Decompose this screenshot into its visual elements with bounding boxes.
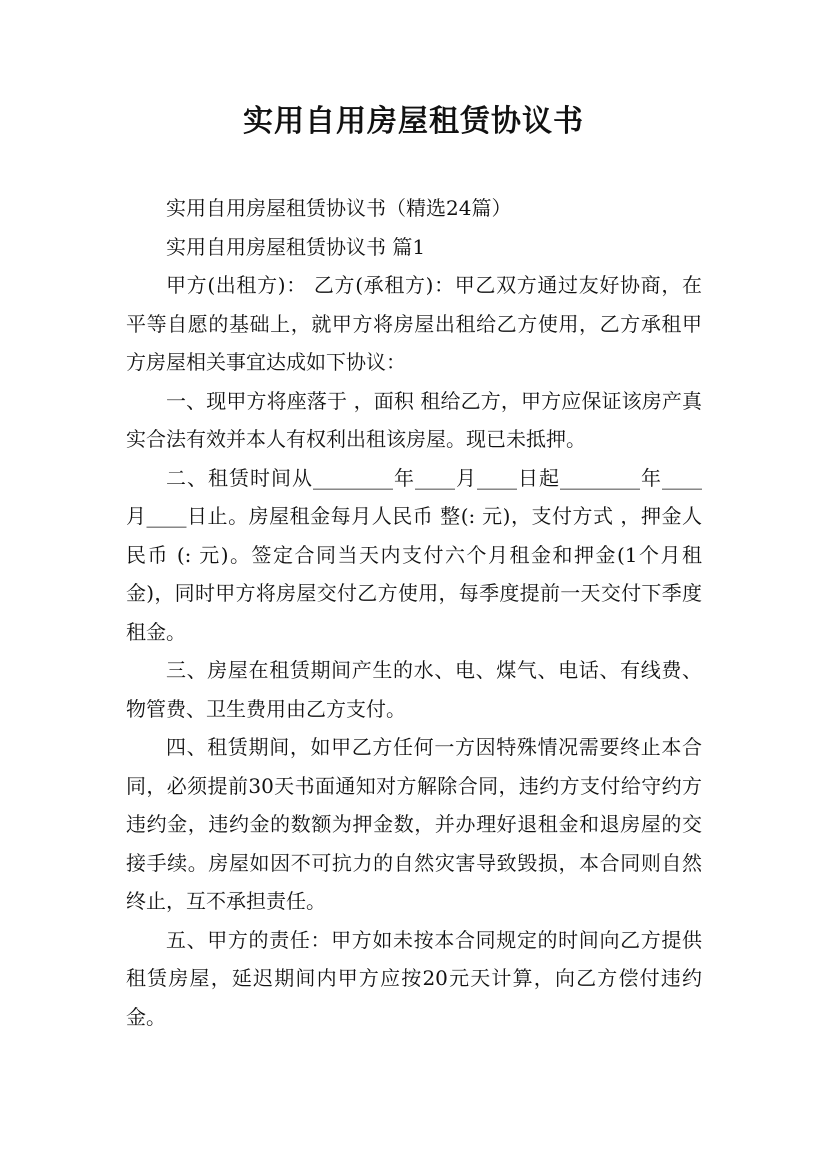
document-title: 实用自用房屋租赁协议书 [243,104,584,139]
paragraph-clause-1: 一、现甲方将座落于 ，面积 租给乙方，甲方应保证该房产真实合法有效并本人有权利出租该房屋。现已未抵押。 [126,388,702,451]
paragraph-clause-5: 五、甲方的责任：甲方如未按本合同规定的时间向乙方提供租赁房屋，延迟期间内甲方应按20元天计算，向乙方偿付违约金。 [126,927,702,1029]
paragraph-clause-3: 三、房屋在租赁期间产生的水、电、煤气、电话、有线费、物管费、卫生费用由乙方支付。 [126,658,702,721]
document-body [126,189,702,1036]
paragraph-clause-4: 四、租赁期间，如甲乙方任何一方因特殊情况需要终止本合同，必须提前30天书面通知对方解除合同，违约方支付给守约方违约金，违约金的数额为押金数，并办理好退租金和退房屋的交接手续。房屋如因不可抗力的自然灾害导致毁损，本合同则自然终止，互不承担责任。 [126,735,702,913]
paragraph-section-heading: 实用自用房屋租赁协议书 篇1 [166,234,426,259]
paragraph-parties: 甲方(出租方)： 乙方(承租方)：甲乙双方通过友好协商，在平等自愿的基础上，就甲方将房屋出租给乙方使用，乙方承租甲方房屋相关事宜达成如下协议： [126,273,702,374]
paragraph-clause-2: 二、租赁时间从________年____月____日起________年____月____日止。房屋租金每月人民币 整(: 元)，支付方式 ，押金人民币 (: 元)。签定合同当天内支付六个月租金和押金(1个月租金)，同时甲方将房屋交付乙方使用，每季度提前一天交付下季度租金。 [126,465,702,644]
paragraph-subtitle: 实用自用房屋租赁协议书（精选24篇） [166,196,512,220]
